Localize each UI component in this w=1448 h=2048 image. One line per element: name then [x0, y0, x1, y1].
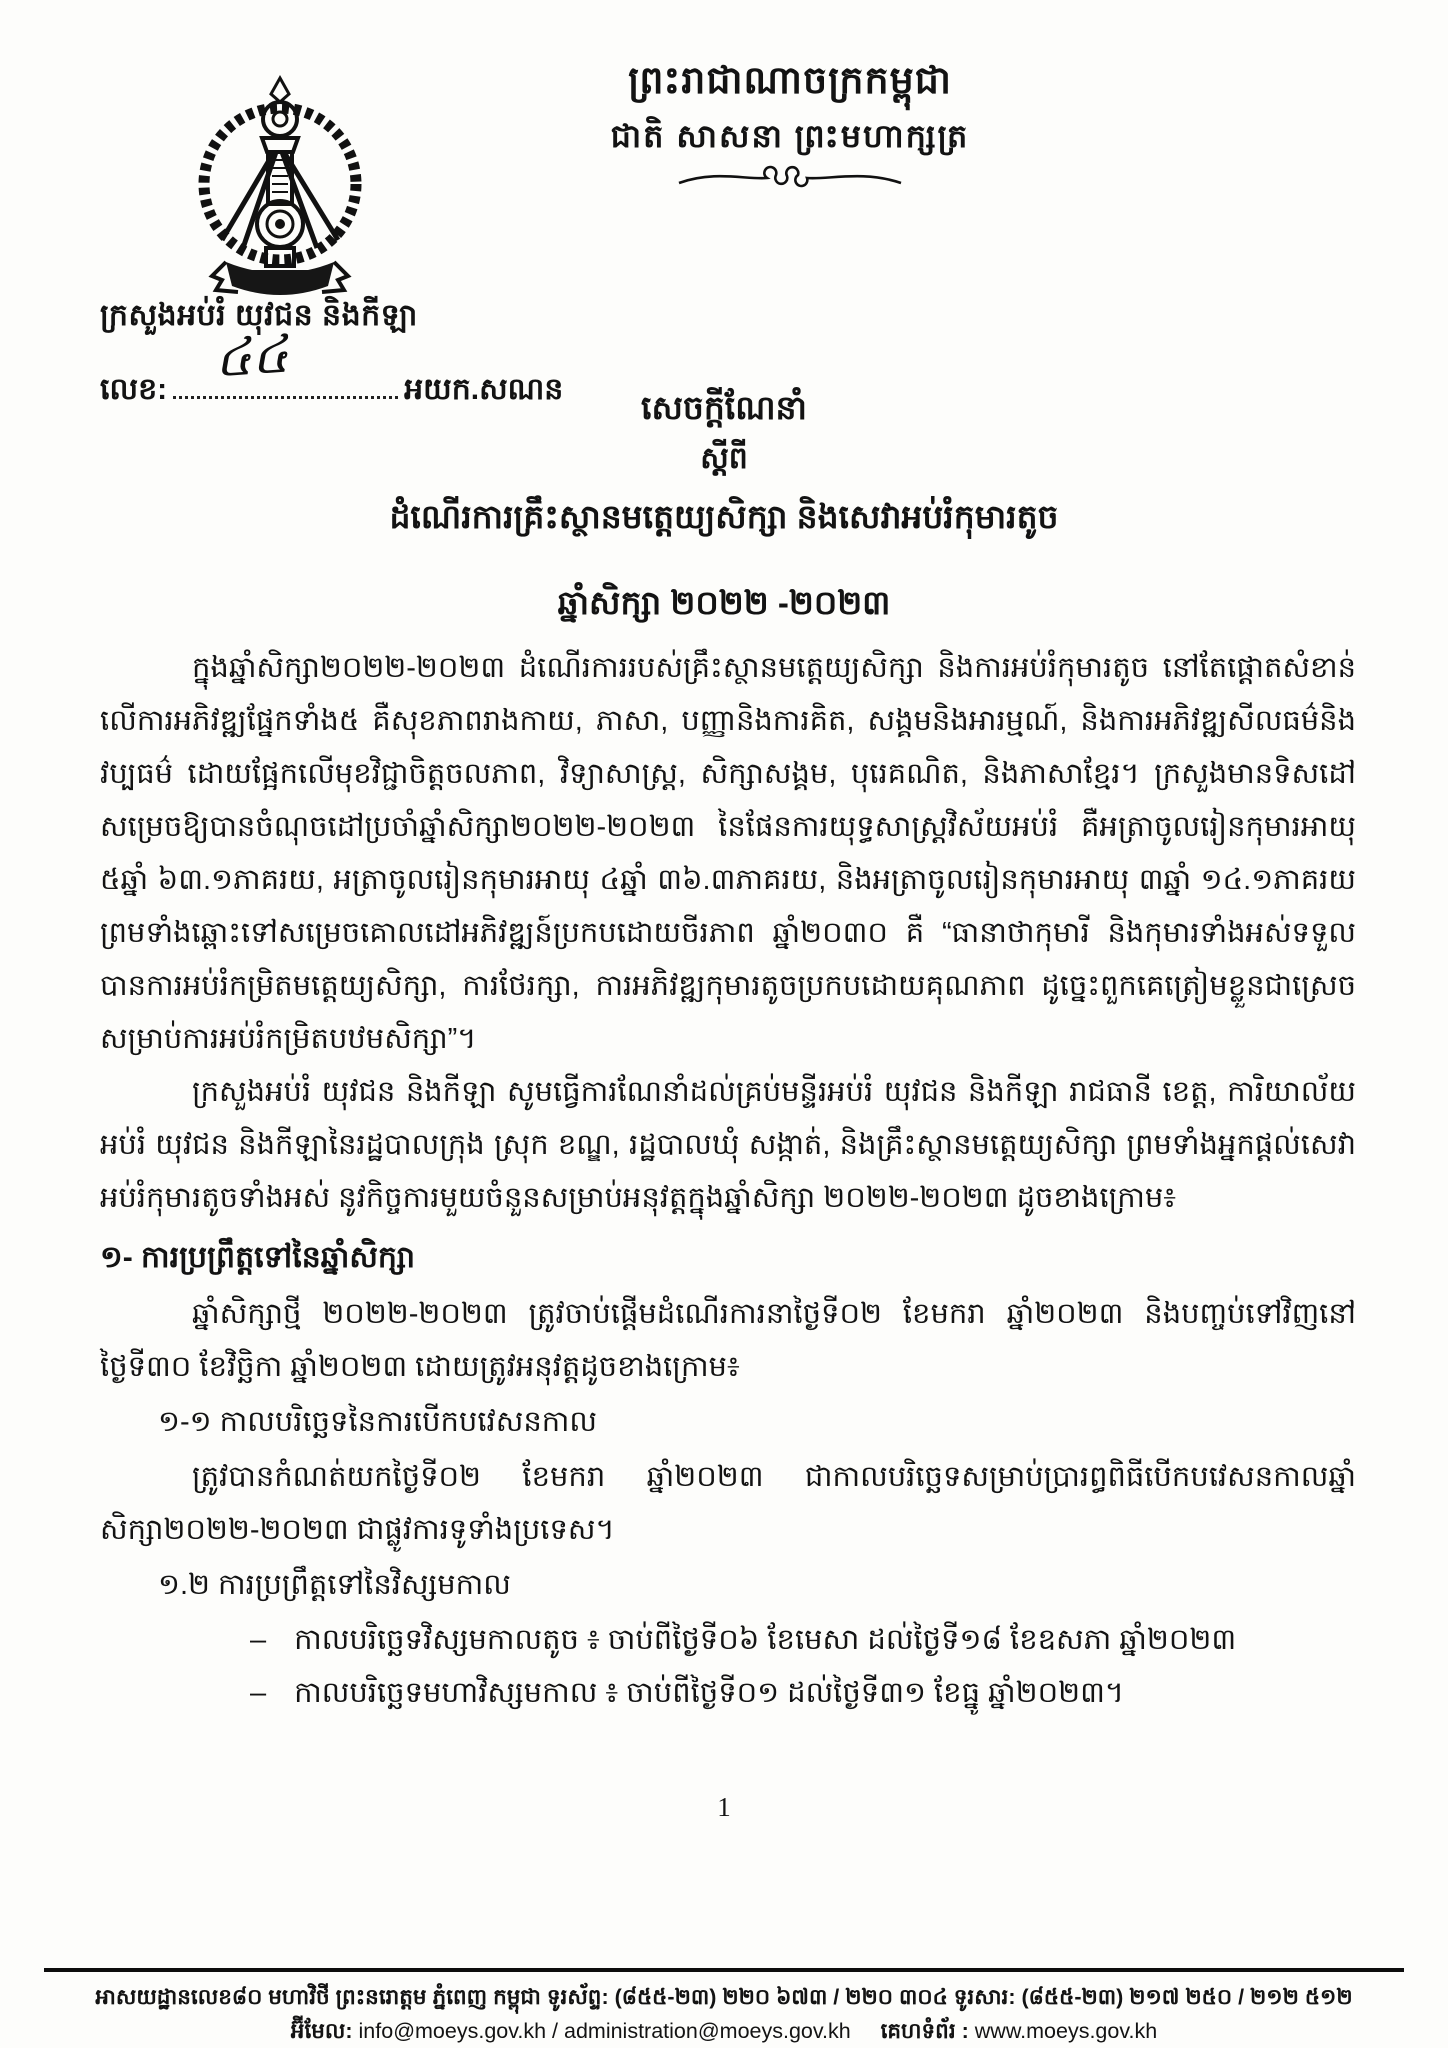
list-item: [250, 1667, 1356, 1720]
ministry-name: ក្រសួងអប់រំ យុវជន និងកីឡា: [100, 299, 418, 332]
kingdom-title: ព្រះរាជាណាចក្រកម្ពុជា: [628, 60, 952, 102]
body-paragraph-1: ក្នុងឆ្នាំសិក្សា២០២២-២០២៣ ដំណើរការរបស់គ្រឹះស្ថានមត្តេយ្យសិក្សា និងការអប់រំកុមារតូច នៅតែផ្តោតសំខាន់លើការអភិវឌ្ឍផ្នែកទាំង៥ គឺសុខភាពរាងកាយ, ភាសា, បញ្ញានិងការគិត, សង្គមនិងអារម្មណ៍, និងការអភិវឌ្ឍសីលធម៌និងវប្បធម៌ ដោយផ្អែកលើមុខវិជ្ជាចិត្តចលភាព, វិទ្យាសាស្ត្រ, សិក្សាសង្គម, បុរេគណិត, និងភាសាខ្មែរ។ ក្រសួងមានទិសដៅសម្រេចឱ្យបានចំណុចដៅប្រចាំឆ្នាំសិក្សា២០២២-២០២៣ នៃផែនការយុទ្ធសាស្ត្រវិស័យអប់រំ គឺអត្រាចូលរៀនកុមារអាយុ ៥ឆ្នាំ ៦៣.១ភាគរយ, អត្រាចូលរៀនកុមារអាយុ ៤ឆ្នាំ ៣៦.៣ភាគរយ, និងអត្រាចូលរៀនកុមារអាយុ ៣ឆ្នាំ ១៤.១ភាគរយ ព្រមទាំងឆ្ពោះទៅសម្រេចគោលដៅអភិវឌ្ឍន៍ប្រកបដោយចីរភាព ឆ្នាំ២០៣០ គឺ “ធានាថាកុមារី និងកុមារទាំងអស់ទទួលបានការអប់រំកម្រិតមត្តេយ្យសិក្សា, ការថែរក្សា, ការអភិវឌ្ឍកុមារតូចប្រកបដោយគុណភាព ដូច្នេះពួកគេត្រៀមខ្លួនជាស្រេចសម្រាប់ការអប់រំកម្រិតបឋមសិក្សា”។: [100, 652, 1356, 1055]
footer-divider: [44, 1968, 1404, 1972]
list-item-text: កាលបរិច្ឆេទវិស្សមកាលតូច ៖ ចាប់ពីថ្ងៃទី០៦ ខែមេសា ដល់ថ្ងៃទី១៨ ខែឧសភា ឆ្នាំ២០២៣: [294, 1624, 1237, 1656]
body-paragraph-3: ឆ្នាំសិក្សាថ្មី ២០២២-២០២៣ ត្រូវចាប់ផ្តើមដំណើរការនាថ្ងៃទី០២ ខែមករា ឆ្នាំ២០២៣ និងបញ្ចប់ទៅវិញនៅថ្ងៃទី៣០ ខែវិច្ឆិកា ឆ្នាំ២០២៣ ដោយត្រូវអនុវត្តដូចខាងក្រោម៖: [100, 1298, 1356, 1383]
footer-website: www.moeys.gov.kh: [974, 2019, 1158, 2043]
doc-subject: ដំណើរការគ្រឹះស្ថានមត្តេយ្យសិក្សា និងសេវាអប់រំកុមារតូច: [389, 498, 1059, 535]
body-paragraph-2: ក្រសួងអប់រំ យុវជន និងកីឡា សូមធ្វើការណែនាំដល់គ្រប់មន្ទីរអប់រំ យុវជន និងកីឡា រាជធានី ខេត្ត, ការិយាល័យអប់រំ យុវជន និងកីឡានៃរដ្ឋបាលក្រុង ស្រុក ខណ្ឌ, រដ្ឋបាលឃុំ សង្កាត់, និងគ្រឹះស្ថានមត្តេយ្យសិក្សា ព្រមទាំងអ្នកផ្តល់សេវាអប់រំកុមារតូចទាំងអស់ នូវកិច្ចការមួយចំនួនសម្រាប់អនុវត្តក្នុងឆ្នាំសិក្សា ២០២២-២០២៣ ដូចខាងក្រោម៖: [100, 1076, 1356, 1214]
section-1-2-heading: ១.២ ការប្រព្រឹត្តទៅនៃវិស្សមកាល: [158, 1569, 511, 1601]
body-paragraph-4: ត្រូវបានកំណត់យកថ្ងៃទី០២ ខែមករា ឆ្នាំ២០២៣ ជាកាលបរិច្ឆេទសម្រាប់ប្រារព្ធពិធីបើកបវេសនកាលឆ្នាំសិក្សា២០២២-២០២៣ ជាផ្លូវការទូទាំងប្រទេស។: [100, 1461, 1356, 1546]
footer-website-label: គេហទំព័រ :: [880, 2019, 969, 2043]
document-body: [100, 642, 1356, 1720]
footer-emails: info@moeys.gov.kh / administration@moeys.gov.kh: [358, 2019, 851, 2043]
footer-email-label: អ៊ីមែល:: [290, 2019, 353, 2043]
flourish-divider-icon: [675, 164, 905, 190]
list-item: [250, 1614, 1356, 1667]
footer-address: អាសយដ្ឋានលេខ៨០ មហាវិថី ព្រះនរោត្តម ភ្នំពេញ កម្ពុជា ទូរស័ព្ទ: (៨៥៥-២៣) ២២០ ៦៧៣ / ២២០ ៣០៤ ទូរសារ: (៨៥៥-២៣) ២១៧ ២៥០ / ២១២ ៥១២: [95, 1985, 1353, 2009]
dash-marker: –: [250, 1677, 267, 1709]
ref-label: លេខ:: [100, 373, 168, 406]
ref-number-handwritten: ៤៤: [212, 324, 291, 390]
doc-school-year: ឆ្នាំសិក្សា ២០២២ -២០២៣: [557, 584, 891, 621]
section-1-heading: ១- ការប្រព្រឹត្តទៅនៃឆ្នាំសិក្សា: [100, 1241, 415, 1274]
section-1-1-heading: ១-១ កាលបរិច្ឆេទនៃការបើកបវេសនកាល: [158, 1406, 597, 1438]
ref-suffix: អយក.សណន: [404, 373, 564, 406]
page-number: 1: [717, 1792, 731, 1822]
title-block: [0, 382, 1448, 628]
moeys-emblem-icon: [188, 72, 372, 308]
national-motto: ជាតិ សាសនា ព្រះមហាក្សត្រ: [610, 118, 970, 154]
vacation-date-list: [250, 1614, 1356, 1720]
kingdom-header: [470, 52, 1110, 190]
list-item-text: កាលបរិច្ឆេទមហាវិស្សមកាល ៖ ចាប់ពីថ្ងៃទី០១ ដល់ថ្ងៃទី៣១ ខែធ្នូ ឆ្នាំ២០២៣។: [294, 1677, 1124, 1709]
doc-subtitle-prefix: ស្តីពី: [700, 442, 748, 475]
footer-contact-line: [0, 2018, 1448, 2048]
doc-title: សេចក្តីណែនាំ: [641, 389, 807, 426]
dash-marker: –: [250, 1624, 267, 1656]
